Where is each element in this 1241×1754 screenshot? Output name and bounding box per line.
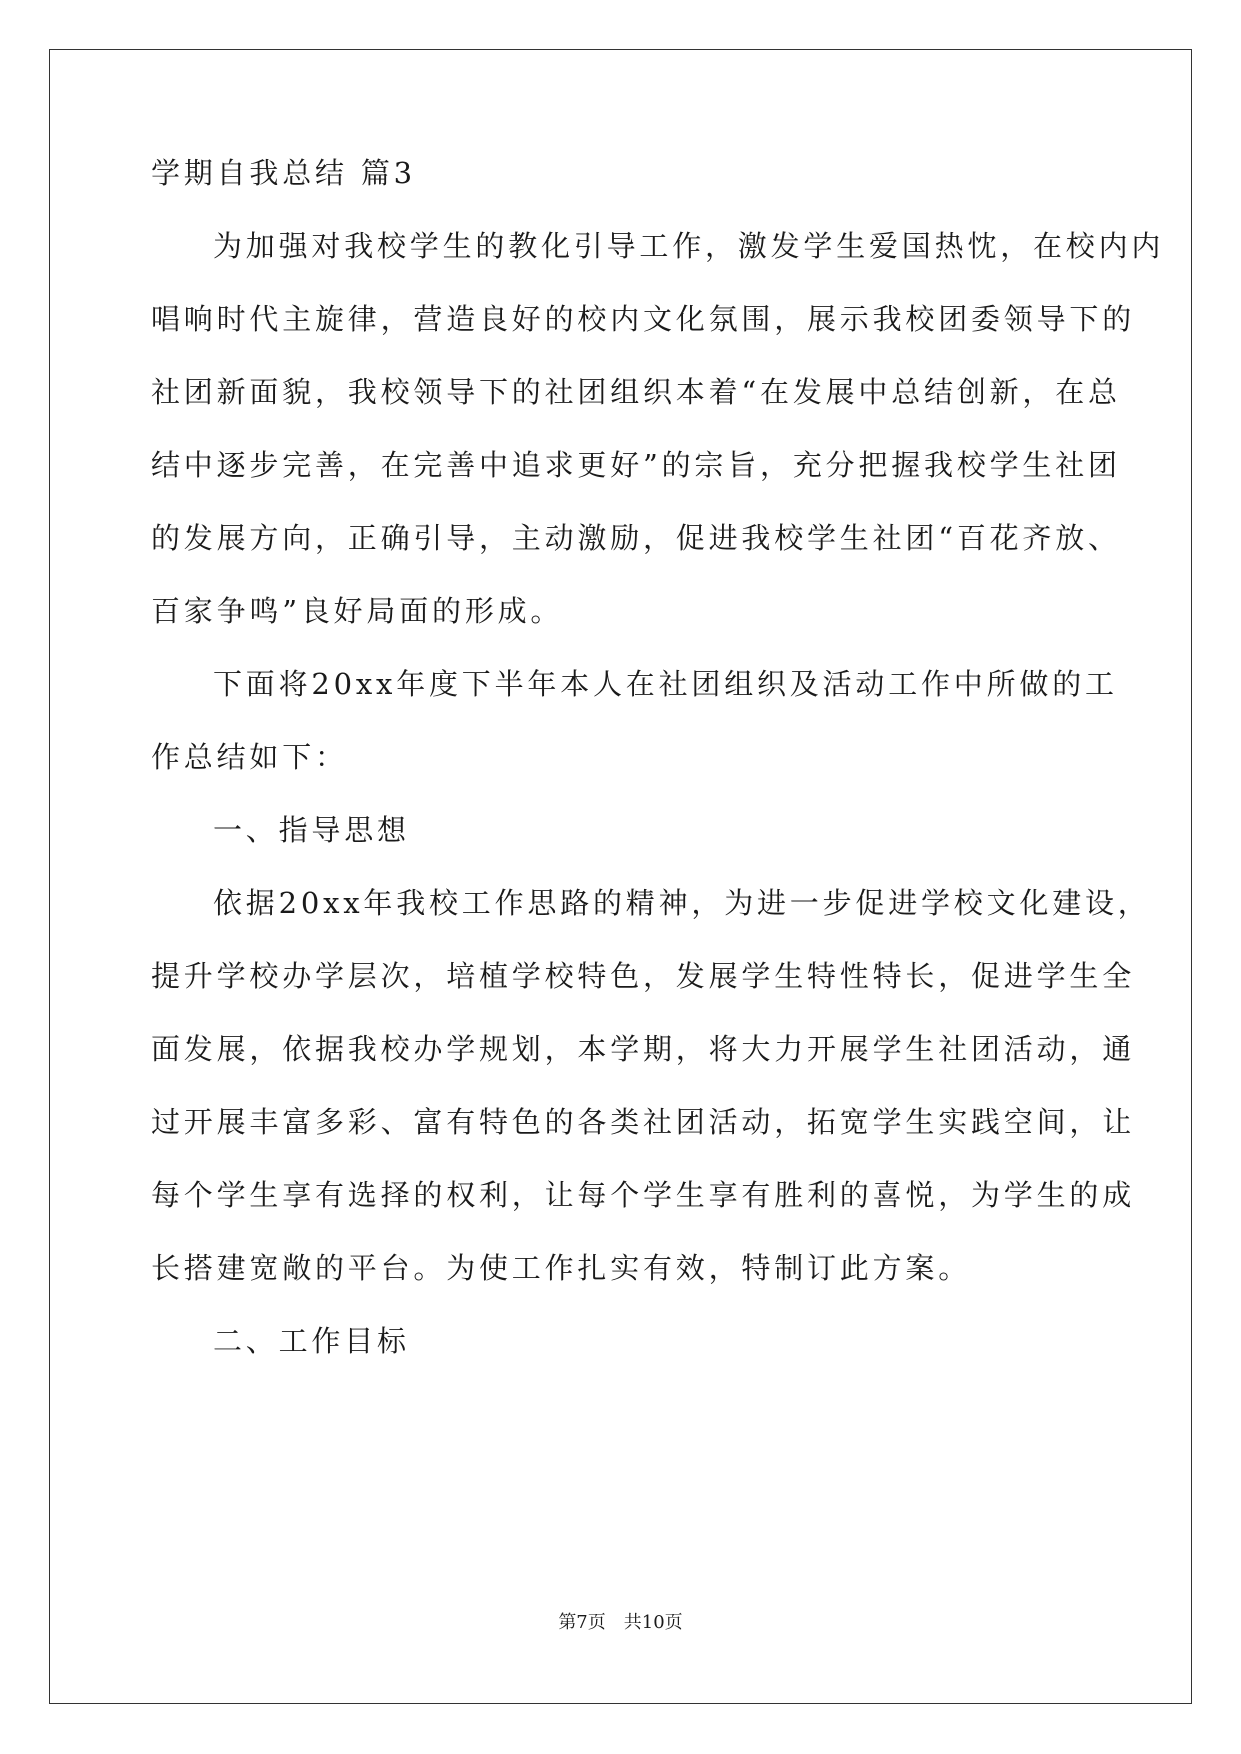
- paragraph-line: 长搭建宽敞的平台。为使工作扎实有效，特制订此方案。: [151, 1251, 972, 1285]
- paragraph-line: 下面将20xx年度下半年本人在社团组织及活动工作中所做的工: [213, 667, 1118, 701]
- paragraph-line: 百家争鸣”良好局面的形成。: [151, 594, 564, 628]
- paragraph-line: 为加强对我校学生的教化引导工作，激发学生爱国热忱，在校内内: [213, 229, 1165, 263]
- paragraph-line: 依据20xx年我校工作思路的精神，为进一步促进学校文化建设，: [213, 886, 1151, 920]
- heading-work-goals: 二、工作目标: [213, 1324, 410, 1358]
- page-number-total: 共10页: [623, 1612, 683, 1633]
- paragraph-line: 唱响时代主旋律，营造良好的校内文化氛围，展示我校团委领导下的: [151, 302, 1136, 336]
- paragraph-line: 每个学生享有选择的权利，让每个学生享有胜利的喜悦，为学生的成: [151, 1178, 1136, 1212]
- paragraph-line: 社团新面貌，我校领导下的社团组织本着“在发展中总结创新，在总: [151, 375, 1121, 409]
- paragraph-line: 的发展方向，正确引导，主动激励，促进我校学生社团“百花齐放、: [151, 521, 1121, 555]
- paragraph-line: 面发展，依据我校办学规划，本学期，将大力开展学生社团活动，通: [151, 1032, 1136, 1066]
- paragraph-line: 结中逐步完善，在完善中追求更好”的宗旨，充分把握我校学生社团: [151, 448, 1121, 482]
- page-footer: [0, 1612, 1241, 1634]
- paragraph-line: 作总结如下：: [151, 740, 348, 774]
- page-number-current: 第7页: [558, 1612, 606, 1633]
- section-title: 学期自我总结 篇3: [151, 156, 416, 190]
- heading-guiding-thought: 一、指导思想: [213, 813, 410, 847]
- paragraph-line: 提升学校办学层次，培植学校特色，发展学生特性特长，促进学生全: [151, 959, 1136, 993]
- paragraph-line: 过开展丰富多彩、富有特色的各类社团活动，拓宽学生实践空间，让: [151, 1105, 1136, 1139]
- page-border: [49, 49, 1192, 1704]
